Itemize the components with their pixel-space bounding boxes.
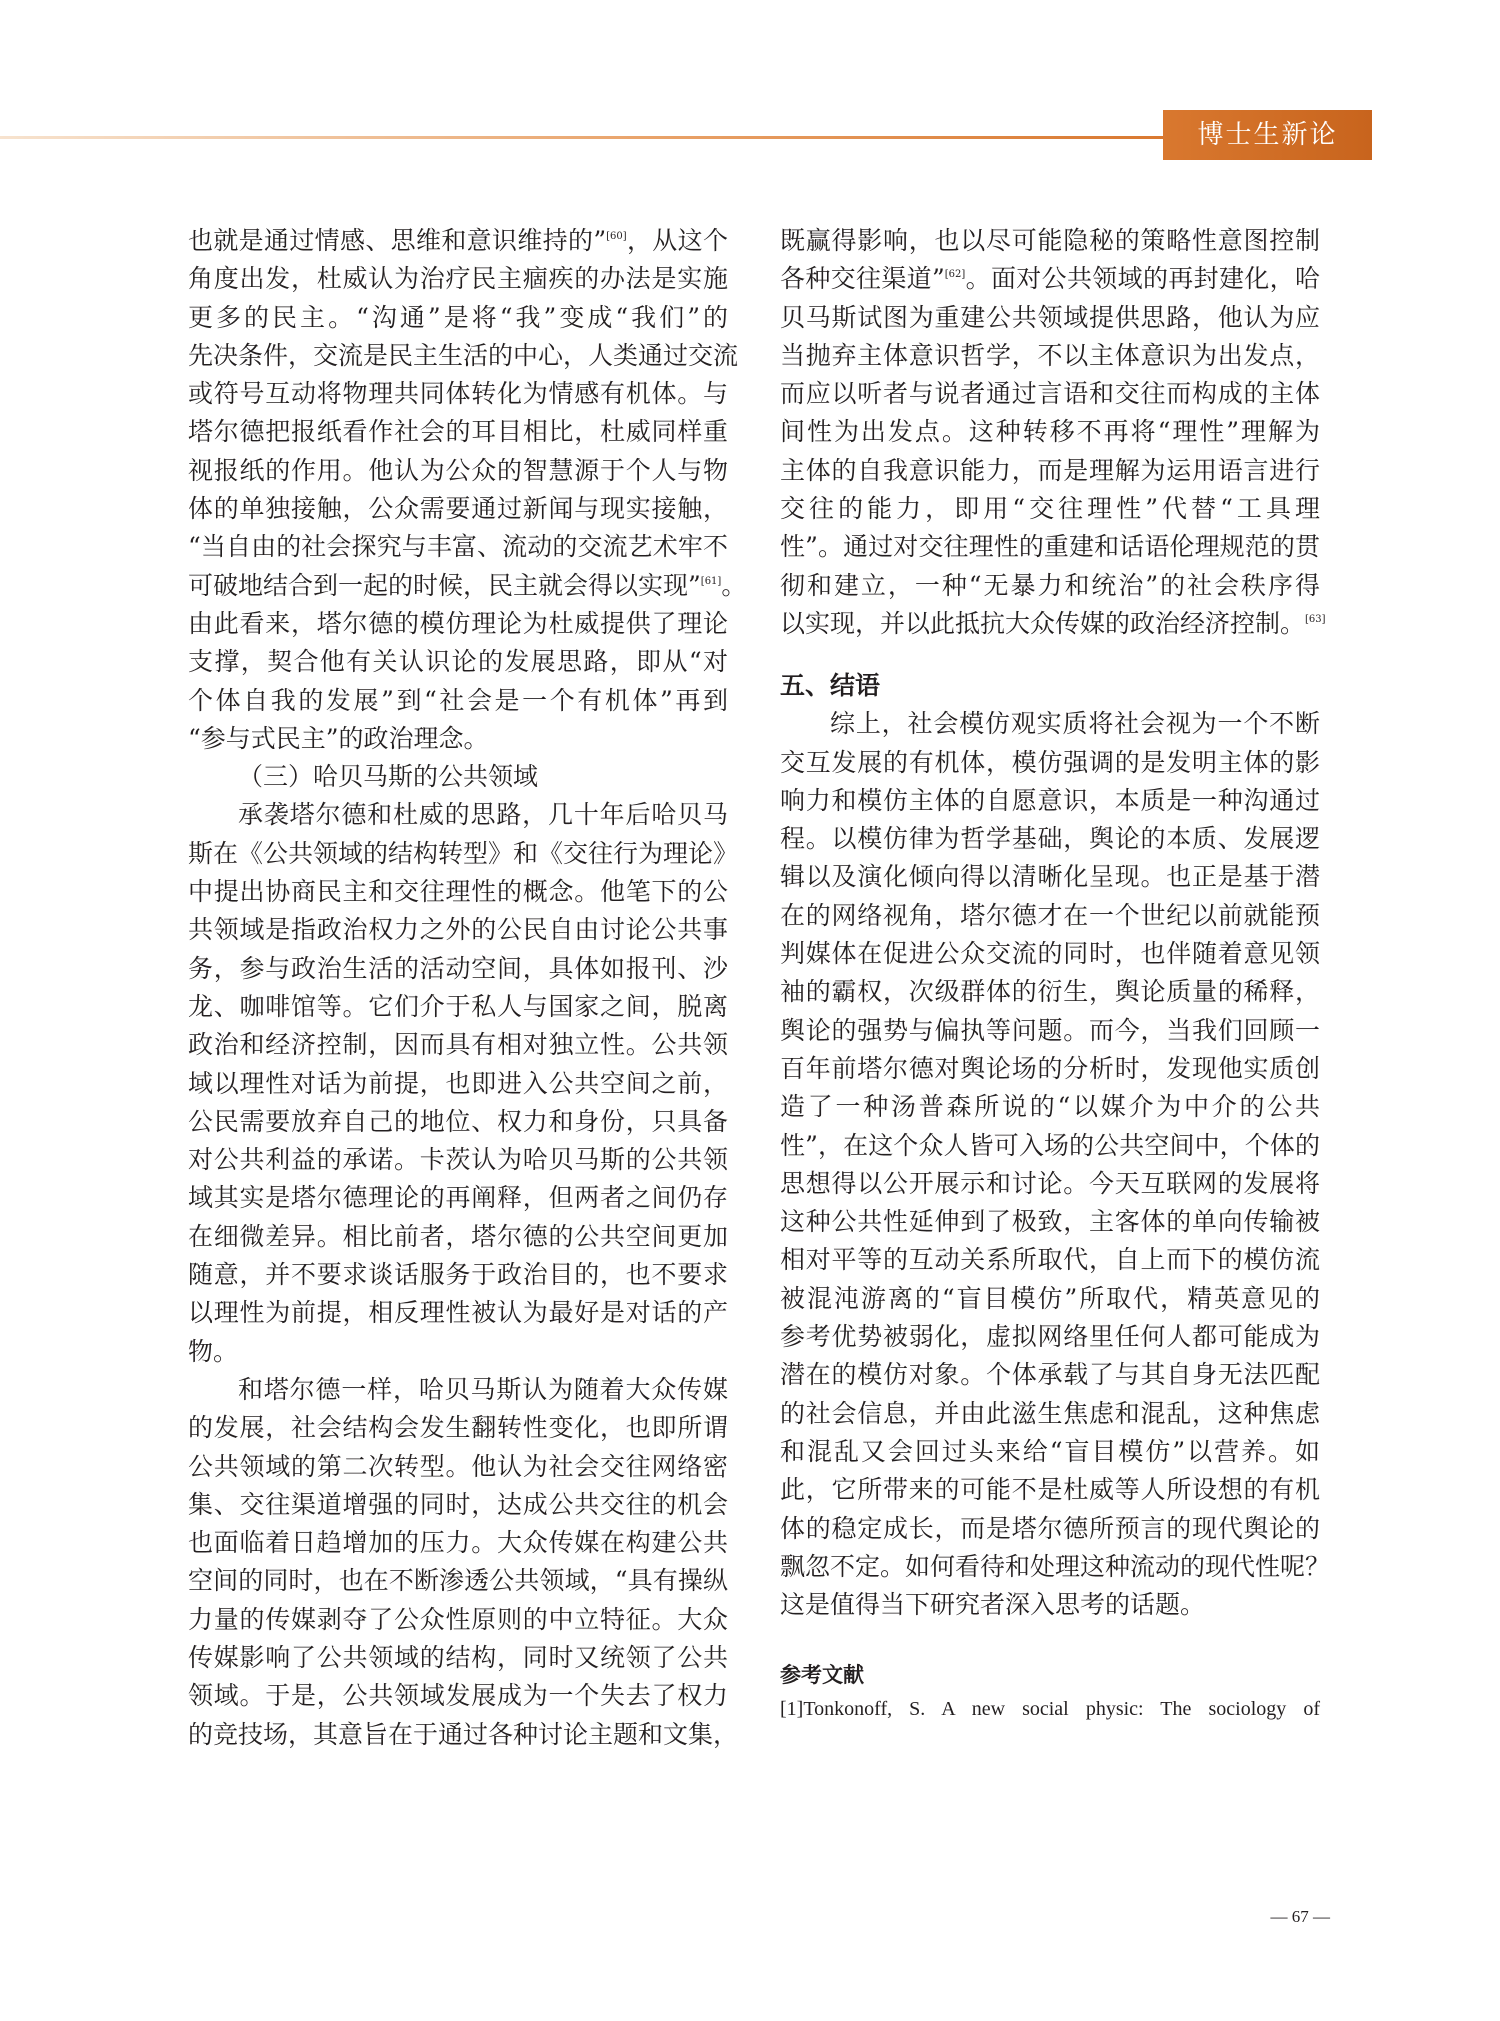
text-line: 辑以及演化倾向得以清晰化呈现。也正是基于潜 bbox=[780, 862, 1320, 892]
text-line: 程。以模仿律为哲学基础，舆论的本质、发展逻 bbox=[780, 824, 1320, 854]
citation-ref: [61] bbox=[700, 575, 722, 587]
text-line: 或符号互动将物理共同体转化为情感有机体。与 bbox=[188, 379, 728, 409]
text-line: 和混乱又会回过头来给“盲目模仿”以营养。如 bbox=[780, 1436, 1320, 1466]
text-line: 舆论的强势与偏执等问题。而今，当我们回顾一 bbox=[780, 1015, 1320, 1045]
text-line: 支撑，契合他有关认识论的发展思路，即从“对 bbox=[188, 647, 728, 677]
text-line: 对公共利益的承诺。卡茨认为哈贝马斯的公共领 bbox=[188, 1145, 728, 1175]
text-line: 此，它所带来的可能不是杜威等人所设想的有机 bbox=[780, 1475, 1320, 1505]
right-column bbox=[780, 222, 1331, 1726]
text-line: 视报纸的作用。他认为公众的智慧源于个人与物 bbox=[188, 455, 728, 485]
text-line: 的社会信息，并由此滋生焦虑和混乱，这种焦虑 bbox=[780, 1398, 1320, 1428]
text-line: 公共领域的第二次转型。他认为社会交往网络密 bbox=[188, 1451, 728, 1481]
text-line: “当自由的社会探究与丰富、流动的交流艺术牢不 bbox=[188, 532, 728, 562]
text-line: 域其实是塔尔德理论的再阐释，但两者之间仍存 bbox=[188, 1183, 728, 1213]
text-line: 中提出协商民主和交往理性的概念。他笔下的公 bbox=[188, 877, 728, 907]
text-line: 而应以听者与说者通过言语和交往而构成的主体 bbox=[780, 379, 1320, 409]
text-line: 传媒影响了公共领域的结构，同时又统领了公共 bbox=[188, 1642, 728, 1672]
text-line: 领域。于是，公共领域发展成为一个失去了权力 bbox=[188, 1681, 728, 1711]
citation-ref: [63] bbox=[1305, 613, 1326, 625]
text-line: 飘忽不定。如何看待和处理这种流动的现代性呢？ bbox=[780, 1551, 1331, 1581]
text-line: 综上，社会模仿观实质将社会视为一个不断 bbox=[830, 709, 1320, 739]
text-line: 随意，并不要求谈话服务于政治目的，也不要求 bbox=[188, 1260, 728, 1290]
text-line: 先决条件，交流是民主生活的中心，人类通过交流 bbox=[188, 340, 739, 370]
text-line: 这是值得当下研究者深入思考的话题。 bbox=[780, 1590, 1206, 1620]
text-line: 各种交往渠道”[62]。面对公共领域的再封建化，哈 bbox=[780, 264, 1320, 294]
text-line: 体的单独接触，公众需要通过新闻与现实接触， bbox=[188, 494, 728, 524]
text-line: 贝马斯试图为重建公共领域提供思路，他认为应 bbox=[780, 302, 1320, 332]
text-line: 思想得以公开展示和讨论。今天互联网的发展将 bbox=[780, 1168, 1320, 1198]
text-line: 共领域是指政治权力之外的公民自由讨论公共事 bbox=[188, 915, 728, 945]
reference-item: [1]Tonkonoff, S. A new social physic: The sociology of bbox=[780, 1698, 1320, 1721]
text-line: 政治和经济控制，因而具有相对独立性。公共领 bbox=[188, 1030, 728, 1060]
header-rule bbox=[0, 136, 1170, 139]
text-line: 在细微差异。相比前者，塔尔德的公共空间更加 bbox=[188, 1221, 728, 1251]
text-line: 空间的同时，也在不断渗透公共领域，“具有操纵 bbox=[188, 1566, 728, 1596]
section-label: 博士生新论 bbox=[1163, 110, 1372, 160]
text-line: 交往的能力，即用“交往理性”代替“工具理 bbox=[780, 494, 1320, 524]
references-heading: 参考文献 bbox=[780, 1663, 864, 1688]
text-line: 更多的民主。“沟通”是将“我”变成“我们”的 bbox=[188, 302, 728, 332]
text-line: “参与式民主”的政治理念。 bbox=[188, 723, 489, 753]
text-line: 百年前塔尔德对舆论场的分析时，发现他实质创 bbox=[780, 1053, 1320, 1083]
text-line: 在的网络视角，塔尔德才在一个世纪以前就能预 bbox=[780, 900, 1320, 930]
text-line: 潜在的模仿对象。个体承载了与其自身无法匹配 bbox=[780, 1360, 1320, 1390]
conclusion-heading: 五、结语 bbox=[780, 671, 881, 701]
text-line: 以理性为前提，相反理性被认为最好是对话的产 bbox=[188, 1298, 728, 1328]
text-line: 角度出发，杜威认为治疗民主痼疾的办法是实施 bbox=[188, 264, 728, 294]
text-line: 参考优势被弱化，虚拟网络里任何人都可能成为 bbox=[780, 1322, 1320, 1352]
text-line: 相对平等的互动关系所取代，自上而下的模仿流 bbox=[780, 1245, 1320, 1275]
text-line: 体的稳定成长，而是塔尔德所预言的现代舆论的 bbox=[780, 1513, 1320, 1543]
text-line: 这种公共性延伸到了极致，主客体的单向传输被 bbox=[780, 1207, 1320, 1237]
text-line: 也就是通过情感、思维和意识维持的”[60]，从这个 bbox=[188, 226, 728, 255]
text-line: 斯在《公共领域的结构转型》和《交往行为理论》 bbox=[188, 838, 739, 868]
text-line: 的竞技场，其意旨在于通过各种讨论主题和文集， bbox=[188, 1719, 739, 1749]
text-line: 可破地结合到一起的时候，民主就会得以实现”[61]。 bbox=[188, 570, 747, 600]
text-line: 公民需要放弃自己的地位、权力和身份，只具备 bbox=[188, 1106, 728, 1136]
citation-ref: [62] bbox=[944, 269, 966, 281]
text-line: 判媒体在促进公众交流的同时，也伴随着意见领 bbox=[780, 939, 1320, 969]
text-line: 务，参与政治生活的活动空间，具体如报刊、沙 bbox=[188, 953, 728, 983]
text-line: 集、交往渠道增强的同时，达成公共交往的机会 bbox=[188, 1489, 728, 1519]
citation-ref: [60] bbox=[606, 231, 627, 242]
text-line: 当抛弃主体意识哲学，不以主体意识为出发点， bbox=[780, 340, 1320, 370]
text-line: 由此看来，塔尔德的模仿理论为杜威提供了理论 bbox=[188, 608, 728, 638]
text-line: 彻和建立，一种“无暴力和统治”的社会秩序得 bbox=[780, 570, 1320, 600]
text-line: 个体自我的发展”到“社会是一个有机体”再到 bbox=[188, 685, 728, 715]
text-line: 交互发展的有机体，模仿强调的是发明主体的影 bbox=[780, 747, 1320, 777]
text-line: 性”，在这个众人皆可入场的公共空间中，个体的 bbox=[780, 1130, 1320, 1160]
text-line: 以实现，并以此抵抗大众传媒的政治经济控制。[63] bbox=[780, 608, 1326, 638]
text-line: 塔尔德把报纸看作社会的耳目相比，杜威同样重 bbox=[188, 417, 728, 447]
text-line: 和塔尔德一样，哈贝马斯认为随着大众传媒 bbox=[238, 1374, 728, 1404]
text-line: 响力和模仿主体的自愿意识，本质是一种沟通过 bbox=[780, 785, 1320, 815]
text-line: 也面临着日趋增加的压力。大众传媒在构建公共 bbox=[188, 1528, 728, 1558]
text-line: 袖的霸权，次级群体的衍生，舆论质量的稀释， bbox=[780, 977, 1320, 1007]
text-line: 性”。通过对交往理性的重建和话语伦理规范的贯 bbox=[780, 532, 1320, 562]
left-column bbox=[188, 222, 747, 1754]
text-line: 间性为出发点。这种转移不再将“理性”理解为 bbox=[780, 417, 1320, 447]
text-line: 承袭塔尔德和杜威的思路，几十年后哈贝马 bbox=[238, 800, 728, 830]
text-line: 龙、咖啡馆等。它们介于私人与国家之间，脱离 bbox=[188, 991, 728, 1021]
text-line: 主体的自我意识能力，而是理解为运用语言进行 bbox=[780, 455, 1320, 485]
text-line: 物。 bbox=[188, 1336, 239, 1366]
subsection-heading: （三）哈贝马斯的公共领域 bbox=[238, 762, 539, 792]
text-line: 域以理性对话为前提，也即进入公共空间之前， bbox=[188, 1068, 728, 1098]
text-line: 既赢得影响，也以尽可能隐秘的策略性意图控制 bbox=[780, 226, 1320, 255]
text-line: 的发展，社会结构会发生翻转性变化，也即所谓 bbox=[188, 1413, 728, 1443]
text-line: 被混沌游离的“盲目模仿”所取代，精英意见的 bbox=[780, 1283, 1320, 1313]
text-line: 造了一种汤普森所说的“以媒介为中介的公共 bbox=[780, 1092, 1320, 1122]
page-number: — 67 — bbox=[1270, 1907, 1330, 1926]
text-line: 力量的传媒剥夺了公众性原则的中立特征。大众 bbox=[188, 1604, 728, 1634]
